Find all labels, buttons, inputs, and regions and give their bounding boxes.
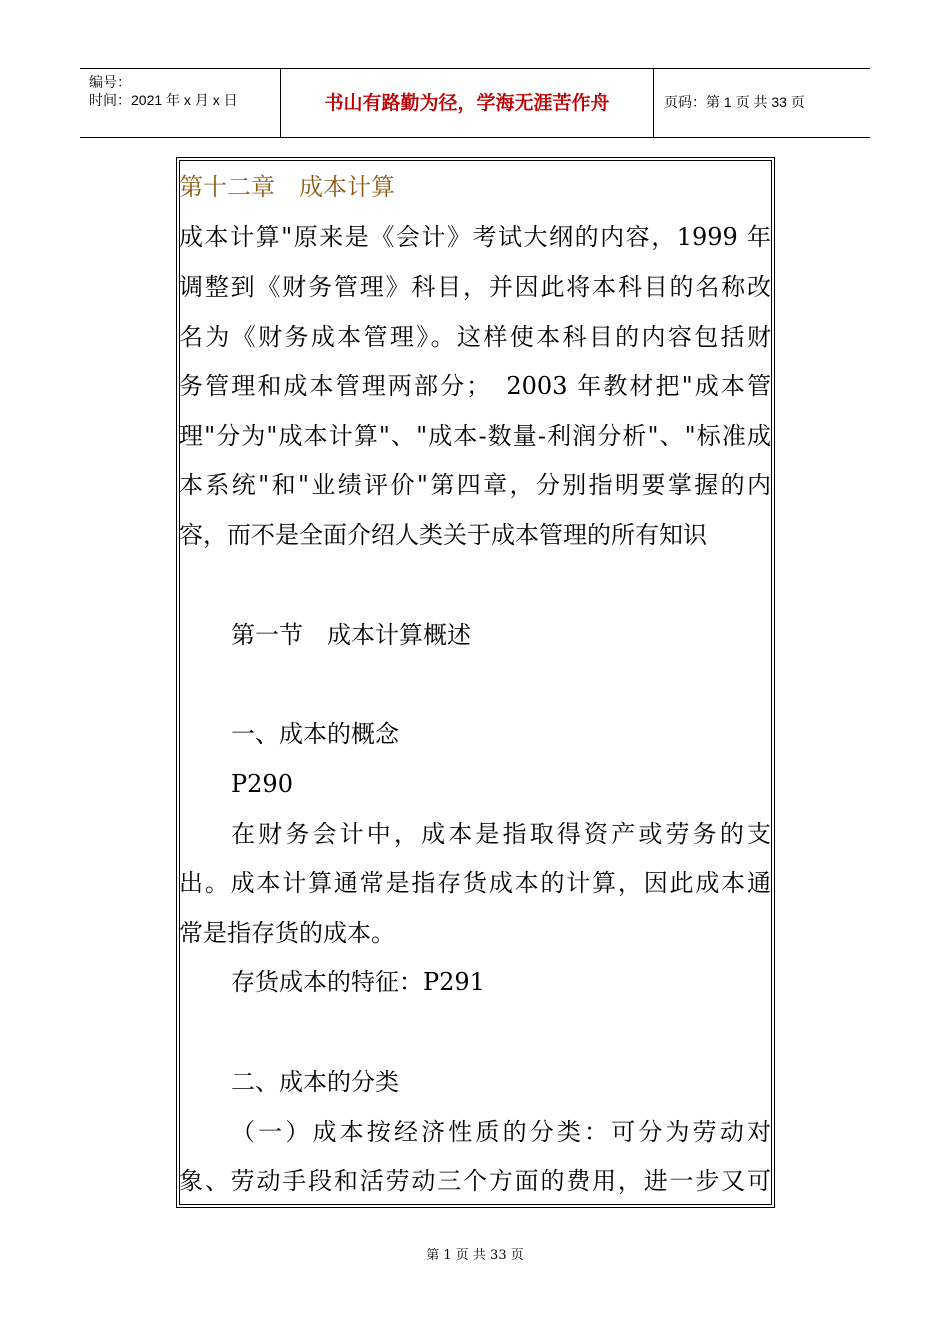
header-page-cell	[654, 69, 870, 137]
header-page-info: 页码：第 1 页 共 33 页	[664, 94, 805, 110]
heading-cost-concept: 一、成本的概念	[231, 720, 399, 748]
heading-cost-classification: 二、成本的分类	[231, 1068, 399, 1096]
intro-line: 调整到《财务管理》科目，并因此将本科目的名称改	[179, 273, 771, 301]
inventory-features-line: 存货成本的特征：P291	[231, 968, 485, 996]
intro-line: 理"分为"成本计算"、"成本-数量-利润分析"、"标准成	[179, 422, 771, 450]
intro-line: 成本计算"原来是《会计》考试大纲的内容，1999 年	[179, 223, 771, 251]
header-motto: 书山有路勤为径，学海无涯苦作舟	[324, 92, 610, 114]
intro-line: 容，而不是全面介绍人类关于成本管理的所有知识	[179, 521, 707, 549]
paragraph-line: 在财务会计中，成本是指取得资产或劳务的支	[231, 820, 771, 848]
intro-line: 务管理和成本管理两部分； 2003 年教材把"成本管	[179, 372, 771, 400]
paragraph-line: 常是指存货的成本。	[179, 919, 395, 947]
paragraph-line: （一）成本按经济性质的分类：可分为劳动对	[231, 1118, 771, 1146]
content-frame	[176, 157, 775, 1208]
page-reference: P290	[231, 770, 293, 798]
intro-line: 名为《财务成本管理》。这样使本科目的内容包括财	[179, 323, 771, 351]
document-number-label: 编号：	[89, 74, 131, 90]
paragraph-line: 象、劳动手段和活劳动三个方面的费用，进一步又可	[179, 1167, 771, 1195]
content-frame-inner	[179, 160, 772, 1205]
chapter-title: 第十二章 成本计算	[179, 173, 395, 201]
header-motto-cell	[281, 69, 654, 137]
document-date-label: 时间：2021 年 x 月 x 日	[89, 92, 238, 108]
paragraph-line: 出。成本计算通常是指存货成本的计算，因此成本通	[179, 869, 771, 897]
page-header	[80, 68, 870, 138]
intro-line: 本系统"和"业绩评价"第四章，分别指明要掌握的内	[179, 471, 771, 499]
section-title: 第一节 成本计算概述	[231, 621, 471, 649]
header-meta-cell	[80, 69, 281, 137]
page-footer: 第 1 页 共 33 页	[426, 1248, 524, 1263]
